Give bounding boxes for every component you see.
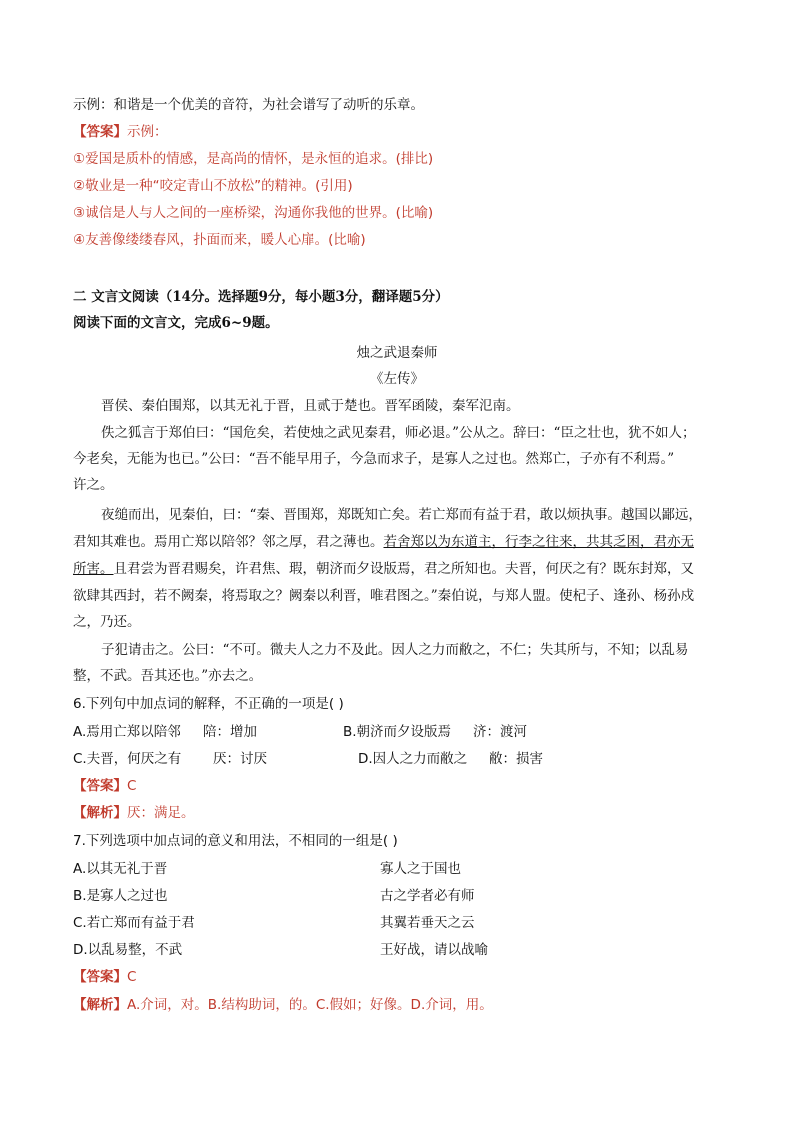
answer-intro: 示例： xyxy=(127,124,168,140)
section-instruction: 阅读下面的文言文，完成6~9题。 xyxy=(73,315,279,331)
question-stem: 7.下列选项中加点词的意义和用法，不相同的一组是( ) xyxy=(73,833,398,849)
passage-line: 佚之狐言于郑伯曰：“国危矣，若使烛之武见秦君，师必退。”公从之。辞曰：“臣之壮也，犹不如人； xyxy=(101,425,696,441)
passage-segment: 且君尝为晋君赐矣，许君焦、瑕，朝济而夕设版焉，君之所知也。夫晋，何厌之有？既东封郑，又 xyxy=(113,561,694,577)
analysis-tag: 【解析】 xyxy=(73,805,127,821)
answer-line xyxy=(73,776,136,796)
option-right: 王好战，请以战喻 xyxy=(380,942,488,958)
analysis-text: A.介词，对。B.结构助词，的。C.假如；好像。D.介词，用。 xyxy=(127,997,493,1013)
passage-source: 《左传》 xyxy=(370,371,424,387)
section-heading: 二 文言文阅读（14分。选择题9分，每小题3分，翻译题5分） xyxy=(73,289,449,305)
option-row xyxy=(73,859,461,879)
answer-tag: 【答案】 xyxy=(73,778,127,794)
underlined-sentence: 所害。 xyxy=(73,561,114,577)
passage-line: 晋侯、秦伯围郑，以其无礼于晋，且贰于楚也。晋军函陵，秦军氾南。 xyxy=(101,398,520,414)
option-label: D.因人之力而敝之 xyxy=(358,751,468,767)
option-right: 其翼若垂天之云 xyxy=(380,915,475,931)
answer-tag: 【答案】 xyxy=(73,969,127,985)
option-label: B.朝济而夕设版焉 xyxy=(343,724,452,740)
option-label: A.焉用亡郑以陪邻 xyxy=(73,724,181,740)
answer-tag: 【答案】 xyxy=(73,124,127,140)
passage-line: 欲肆其西封，若不阙秦，将焉取之？阙秦以利晋，唯君图之。”秦伯说，与郑人盟。使杞子、逢孙、杨孙戍 xyxy=(73,588,695,604)
analysis-text: 厌：满足。 xyxy=(127,805,195,821)
option-gloss: 陪：增加 xyxy=(203,724,257,740)
option-gloss: 厌：讨厌 xyxy=(213,751,267,767)
option-label: C.夫晋，何厌之有 xyxy=(73,751,182,767)
passage-line: 许之。 xyxy=(73,477,114,493)
answer-item: ①爱国是质朴的情感，是高尚的情怀，是永恒的追求。(排比) xyxy=(73,151,434,167)
passage-line: 之，乃还。 xyxy=(73,614,141,630)
answer-line xyxy=(73,967,136,987)
answer-value: C xyxy=(127,778,137,794)
analysis-line xyxy=(73,995,493,1015)
answer-item: ②敬业是一种“咬定青山不放松”的精神。(引用) xyxy=(73,178,353,194)
question-options-row xyxy=(73,749,543,769)
option-gloss: 敝：损害 xyxy=(489,751,543,767)
option-row xyxy=(73,913,475,933)
option-left: A.以其无礼于晋 xyxy=(73,861,168,877)
option-row xyxy=(73,886,475,906)
option-left: D.以乱易整，不武 xyxy=(73,942,183,958)
passage-line: 夜缒而出，见秦伯，曰：“秦、晋围郑，郑既知亡矣。若亡郑而有益于君，敢以烦执事。越国以鄙远， xyxy=(101,507,702,523)
option-right: 寡人之于国也 xyxy=(380,861,461,877)
option-row xyxy=(73,940,488,960)
answer-item: ④友善像缕缕春风，扑面而来，暖人心扉。(比喻) xyxy=(73,232,366,248)
passage-line xyxy=(73,559,694,579)
passage-line: 整，不武。吾其还也。”亦去之。 xyxy=(73,668,263,684)
passage-title: 烛之武退秦师 xyxy=(356,345,438,361)
option-left: C.若亡郑而有益于君 xyxy=(73,915,195,931)
example-line: 示例：和谐是一个优美的音符，为社会谱写了动听的乐章。 xyxy=(73,97,424,113)
passage-segment: 君知其难也。焉用亡郑以陪邻？邻之厚，君之薄也。 xyxy=(73,534,384,550)
answer-item: ③诚信是人与人之间的一座桥梁，沟通你我他的世界。(比喻) xyxy=(73,205,434,221)
passage-line: 今老矣，无能为也已。”公曰：“吾不能早用子，今急而求子，是寡人之过也。然郑亡，子亦有不利焉。” xyxy=(73,451,675,467)
passage-line xyxy=(73,532,694,552)
option-right: 古之学者必有师 xyxy=(380,888,475,904)
question-stem: 6.下列句中加点词的解释，不正确的一项是( ) xyxy=(73,696,344,712)
answer-block-header xyxy=(73,122,168,142)
question-options-row xyxy=(73,722,527,742)
option-gloss: 济：渡河 xyxy=(473,724,527,740)
analysis-line xyxy=(73,803,195,823)
underlined-sentence: 若舍郑以为东道主，行李之往来，共其乏困，君亦无 xyxy=(383,534,694,550)
passage-line: 子犯请击之。公曰：“不可。微夫人之力不及此。因人之力而敝之，不仁；失其所与，不知；以乱易 xyxy=(101,642,689,658)
analysis-tag: 【解析】 xyxy=(73,997,127,1013)
answer-value: C xyxy=(127,969,137,985)
option-left: B.是寡人之过也 xyxy=(73,888,168,904)
